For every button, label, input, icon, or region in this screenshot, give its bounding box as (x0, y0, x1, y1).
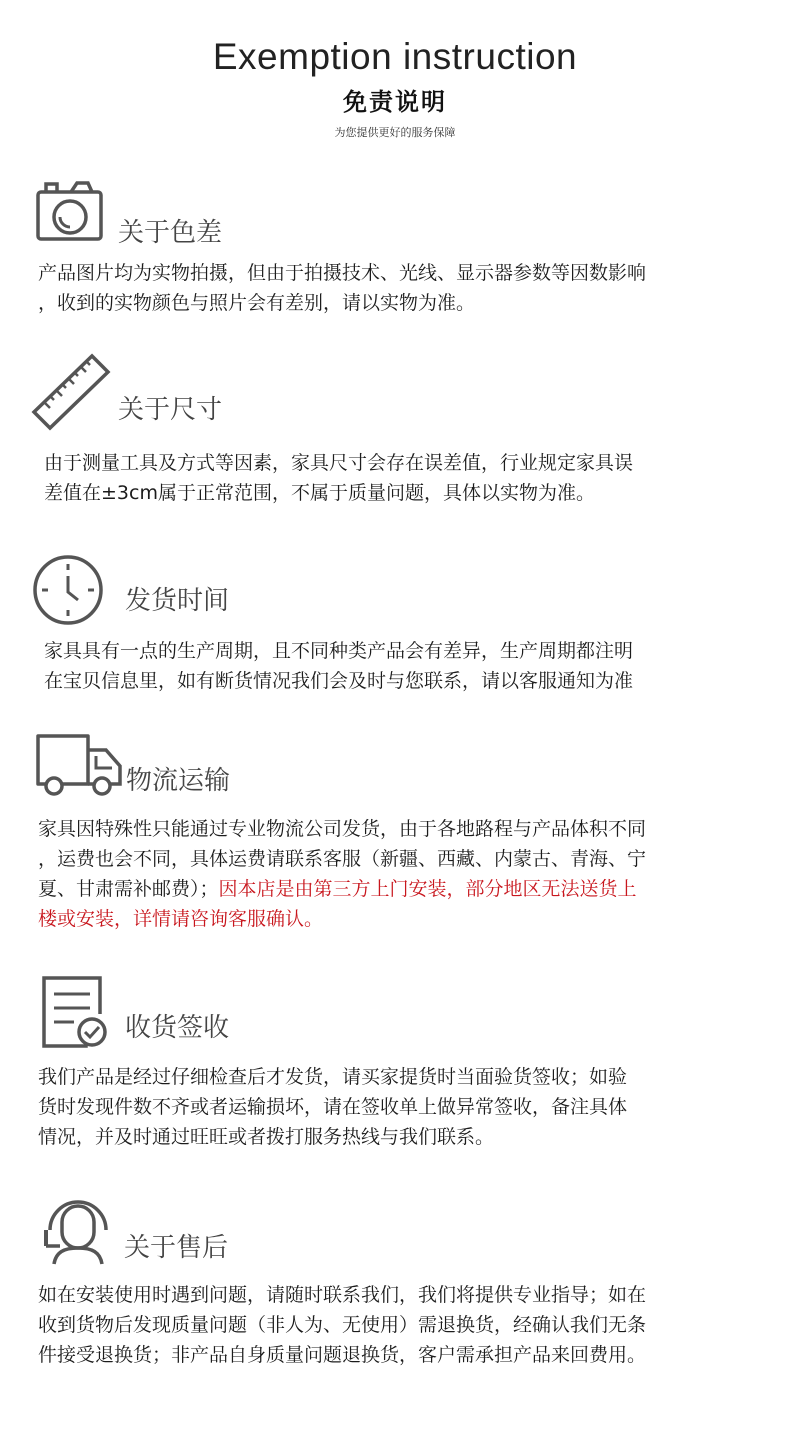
body-line: 由于测量工具及方式等因素，家具尺寸会存在误差值，行业规定家具误 (44, 452, 634, 474)
body-line: 收到货物后发现质量问题（非人为、无使用）需退换货，经确认我们无条 (38, 1314, 647, 1336)
body-line: 在宝贝信息里，如有断货情况我们会及时与您联系，请以客服通知为准 (44, 670, 634, 692)
section-title: 关于尺寸 (118, 395, 223, 425)
body-line: 情况，并及时通过旺旺或者拨打服务热线与我们联系。 (38, 1126, 495, 1148)
body-text: 夏、甘肃需补邮费）； (38, 878, 219, 900)
section-title: 关于售后 (124, 1233, 229, 1263)
body-line: 我们产品是经过仔细检查后才发货，请买家提货时当面验货签收；如验 (38, 1066, 628, 1088)
notice-text: 楼或安装，详情请咨询客服确认。 (38, 908, 324, 930)
customer-service-icon (40, 1194, 116, 1266)
body-line: 产品图片均为实物拍摄，但由于拍摄技术、光线、显示器参数等因数影响 (38, 262, 647, 284)
page-title-cn: 免责说明 (343, 87, 447, 116)
section-body (44, 448, 633, 508)
section-body (38, 258, 646, 318)
page-subtitle: 为您提供更好的服务保障 (334, 126, 456, 139)
document-check-icon (40, 974, 108, 1050)
clock-icon (32, 554, 104, 626)
notice-text: 因本店是由第三方上门安装，部分地区无法送货上 (218, 878, 637, 900)
body-line: 件接受退换货；非产品自身质量问题退换货，客户需承担产品来回费用。 (38, 1344, 647, 1366)
section-body (44, 636, 633, 696)
body-line: 如在安装使用时遇到问题，请随时联系我们，我们将提供专业指导；如在 (38, 1284, 647, 1306)
section-body (38, 1062, 627, 1152)
camera-icon (36, 180, 104, 242)
body-line (38, 874, 646, 904)
body-line: 货时发现件数不齐或者运输损坏，请在签收单上做异常签收，备注具体 (38, 1096, 628, 1118)
section-title: 关于色差 (118, 218, 223, 248)
section-title: 发货时间 (125, 586, 230, 616)
body-line: 家具因特殊性只能通过专业物流公司发货，由于各地路程与产品体积不同 (38, 818, 647, 840)
truck-icon (36, 732, 124, 798)
section-body (38, 814, 646, 934)
body-line: 差值在±3cm属于正常范围，不属于质量问题，具体以实物为准。 (44, 482, 595, 504)
section-title: 收货签收 (125, 1013, 230, 1043)
body-line: 家具具有一点的生产周期，且不同种类产品会有差异，生产周期都注明 (44, 640, 634, 662)
ruler-icon (30, 352, 112, 432)
section-body (38, 1280, 646, 1370)
body-line: ，收到的实物颜色与照片会有差别，请以实物为准。 (38, 292, 476, 314)
body-line: ，运费也会不同，具体运费请联系客服（新疆、西藏、内蒙古、青海、宁 (38, 848, 647, 870)
page-title-en: Exemption instruction (212, 36, 578, 77)
section-title: 物流运输 (126, 766, 231, 796)
